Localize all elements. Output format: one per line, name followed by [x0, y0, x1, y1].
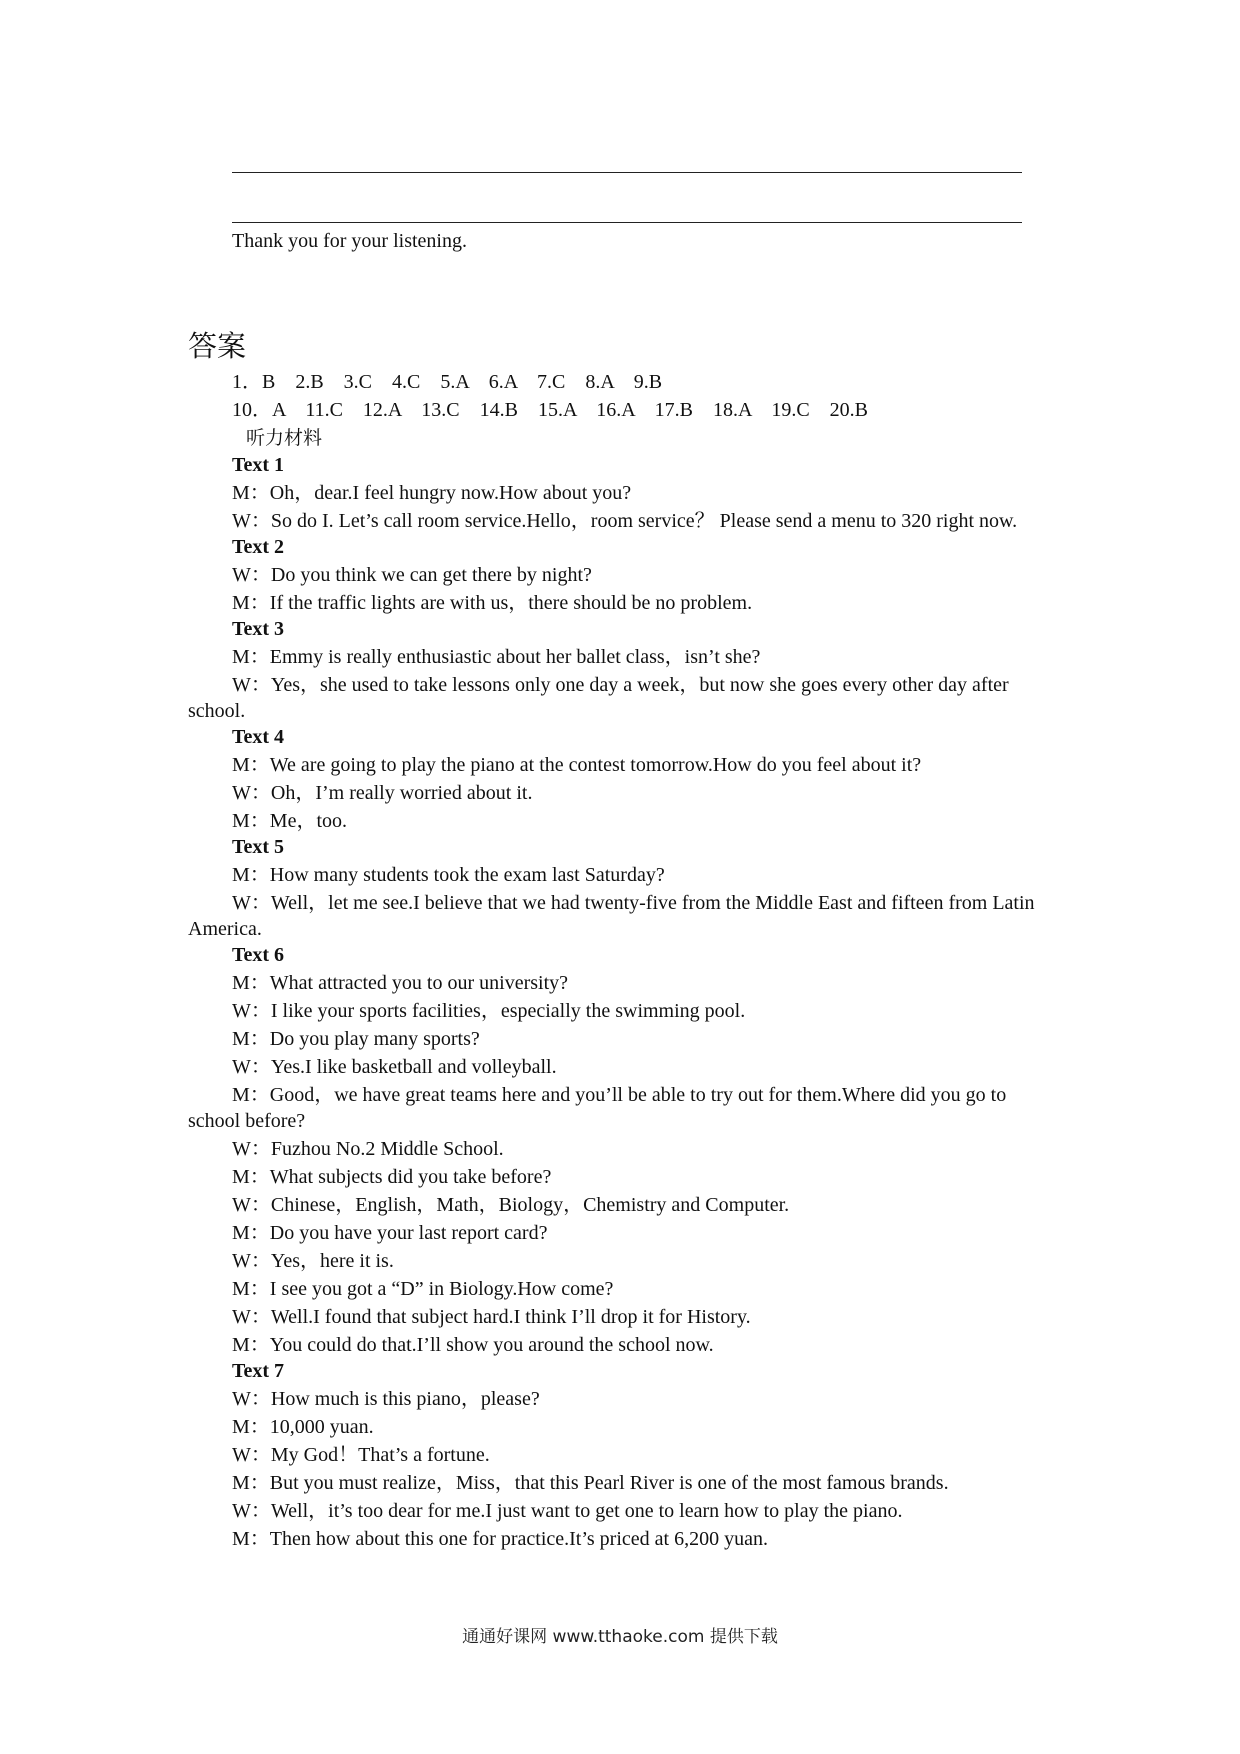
- answer-key-row-2: 10．A 11.C 12.A 13.C 14.B 15.A 16.A 17.B 18.A 19.C 20.B: [232, 399, 868, 421]
- dialogue-line: W：So do I. Let’s call room service.Hello，room service？ Please send a menu to 320 right now.: [232, 510, 1018, 532]
- dialogue-line: M：You could do that.I’ll show you around the school now.: [232, 1334, 714, 1356]
- dialogue-line: W：Well，let me see.I believe that we had twenty-five from the Middle East and fifteen from Latin America.: [188, 892, 1035, 940]
- answer-blank-line-1: [232, 172, 1022, 173]
- dialogue-line: M：Good，we have great teams here and you’ll be able to try out for them.Where did you go to school before?: [188, 1084, 1007, 1132]
- dialogue-line: W：My God！That’s a fortune.: [232, 1444, 490, 1466]
- dialogue-line: M：But you must realize，Miss，that this Pearl River is one of the most famous brands.: [232, 1472, 949, 1494]
- page-footer: 通通好课网 www.tthaoke.com 提供下载: [462, 1627, 778, 1647]
- transcript-label: Text 4: [232, 726, 285, 748]
- answer-blank-line-2: [232, 222, 1022, 223]
- dialogue-line: M：What attracted you to our university?: [232, 972, 569, 994]
- transcript-1: [188, 452, 1058, 534]
- dialogue-line: W：I like your sports facilities，especially the swimming pool.: [232, 1000, 746, 1022]
- answer-key-row-1: 1．B 2.B 3.C 4.C 5.A 6.A 7.C 8.A 9.B: [232, 371, 663, 393]
- dialogue-line: W：Yes，here it is.: [232, 1250, 394, 1272]
- dialogue-line: M：Do you play many sports?: [232, 1028, 480, 1050]
- dialogue-line: W：Do you think we can get there by night?: [232, 564, 592, 586]
- dialogue-line: W：Yes，she used to take lessons only one day a week，but now she goes every other day after school.: [188, 674, 1009, 722]
- dialogue-line: M：We are going to play the piano at the contest tomorrow.How do you feel about it?: [232, 754, 922, 776]
- dialogue-line: M：Me，too.: [232, 810, 347, 832]
- closing-sentence: Thank you for your listening.: [232, 230, 467, 252]
- transcript-2: [188, 534, 1058, 616]
- dialogue-line: M：Emmy is really enthusiastic about her ballet class，isn’t she?: [232, 646, 761, 668]
- dialogue-line: M：Then how about this one for practice.It’s priced at 6,200 yuan.: [232, 1528, 768, 1550]
- dialogue-line: M：Oh，dear.I feel hungry now.How about you?: [232, 482, 632, 504]
- transcript-label: Text 1: [232, 454, 285, 476]
- transcript-3: [188, 616, 1058, 724]
- dialogue-line: W：Well.I found that subject hard.I think I’ll drop it for History.: [232, 1306, 751, 1328]
- dialogue-line: W：Chinese，English，Math，Biology，Chemistry and Computer.: [232, 1194, 790, 1216]
- dialogue-line: W：Fuzhou No.2 Middle School.: [232, 1138, 504, 1160]
- dialogue-line: M：Do you have your last report card?: [232, 1222, 548, 1244]
- transcript-7: [188, 1358, 1058, 1552]
- answers-section: [188, 326, 1058, 1552]
- dialogue-line: W：Oh，I’m really worried about it.: [232, 782, 533, 804]
- transcript-6: [188, 942, 1058, 1358]
- dialogue-line: W：How much is this piano，please?: [232, 1388, 540, 1410]
- dialogue-line: W：Yes.I like basketball and volleyball.: [232, 1056, 557, 1078]
- transcript-label: Text 2: [232, 536, 285, 558]
- transcript-label: Text 3: [232, 618, 285, 640]
- transcript-4: [188, 724, 1058, 834]
- listening-material-heading: 听力材料: [246, 427, 323, 449]
- dialogue-line: M：What subjects did you take before?: [232, 1166, 552, 1188]
- dialogue-line: M：I see you got a “D” in Biology.How come?: [232, 1278, 614, 1300]
- answers-heading: 答案: [188, 329, 247, 363]
- transcript-5: [188, 834, 1058, 942]
- transcript-label: Text 7: [232, 1360, 285, 1382]
- transcript-label: Text 6: [232, 944, 285, 966]
- dialogue-line: M：10,000 yuan.: [232, 1416, 374, 1438]
- dialogue-line: W：Well，it’s too dear for me.I just want to get one to learn how to play the piano.: [232, 1500, 903, 1522]
- dialogue-line: M：If the traffic lights are with us，there should be no problem.: [232, 592, 753, 614]
- transcript-label: Text 5: [232, 836, 285, 858]
- dialogue-line: M：How many students took the exam last Saturday?: [232, 864, 665, 886]
